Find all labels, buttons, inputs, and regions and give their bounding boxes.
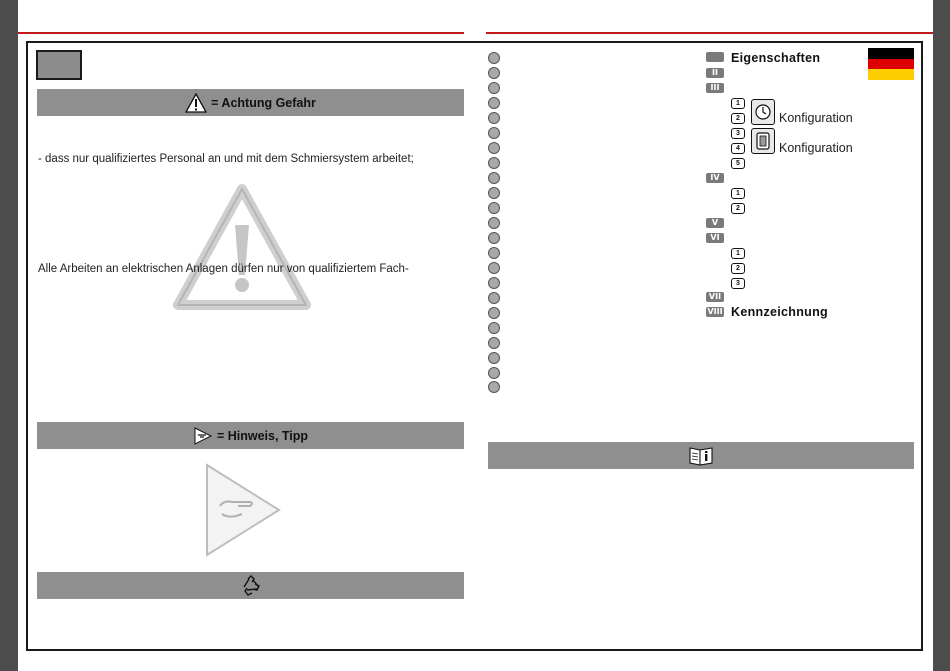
- left-header-rule: [18, 32, 464, 34]
- section-badge-4: IV: [706, 173, 724, 183]
- section-number-block: [36, 50, 82, 80]
- list-bullet: [488, 142, 500, 154]
- list-bullet: [488, 97, 500, 109]
- list-bullet: [488, 337, 500, 349]
- warning-triangle-icon: [185, 93, 207, 113]
- flag-stripe-gold: [868, 69, 914, 80]
- section-badge-2: II: [706, 68, 724, 78]
- heading-kennzeichnung: Kennzeichnung: [731, 305, 828, 319]
- list-bullet: [488, 381, 500, 393]
- list-bullet: [488, 292, 500, 304]
- warning-band: [37, 89, 464, 116]
- large-tip-triangle-icon: [204, 462, 282, 558]
- list-bullet: [488, 202, 500, 214]
- list-bullet: [488, 112, 500, 124]
- list-bullet: [488, 217, 500, 229]
- sub-badge-5: 5: [731, 158, 745, 169]
- list-bullet: [488, 307, 500, 319]
- timer-config-icon: [751, 99, 775, 125]
- safety-text-line-1: - dass nur qualifiziertes Personal an und mit dem Schmiersystem arbeitet;: [38, 153, 414, 165]
- page-frame: [26, 41, 923, 651]
- flag-stripe-red: [868, 59, 914, 70]
- heading-eigenschaften: Eigenschaften: [731, 51, 821, 65]
- safety-text-line-2: Alle Arbeiten an elektrischen Anlagen dürfen nur von qualifiziertem Fach-: [38, 263, 409, 275]
- tip-band-label: = Hinweis, Tipp: [216, 428, 309, 443]
- section-badge-3: III: [706, 83, 724, 93]
- list-bullet: [488, 262, 500, 274]
- pump-config-icon: [751, 128, 775, 154]
- left-page-edge: [0, 0, 18, 671]
- german-flag: [868, 48, 914, 80]
- konfiguration-label-2: Konfiguration: [779, 141, 853, 155]
- sub-badge-2: 2: [731, 113, 745, 124]
- list-bullet: [488, 52, 500, 64]
- pointing-hand-icon: [193, 427, 213, 445]
- flag-stripe-black: [868, 48, 914, 59]
- section-badge-7: VII: [706, 292, 724, 302]
- list-bullet: [488, 232, 500, 244]
- right-page-edge: [933, 0, 950, 671]
- warning-band-label: = Achtung Gefahr: [211, 95, 316, 110]
- sub-badge-3: 3: [731, 278, 745, 289]
- section-badge-1: [706, 52, 724, 62]
- list-bullet: [488, 157, 500, 169]
- section-badge-5: V: [706, 218, 724, 228]
- section-badge-8: VIII: [707, 307, 723, 316]
- book-info-icon: [688, 445, 714, 467]
- sub-badge-1: 1: [731, 98, 745, 109]
- sub-badge-1: 1: [731, 248, 745, 259]
- section-badge-6: VI: [706, 233, 724, 243]
- list-bullet: [488, 322, 500, 334]
- large-warning-triangle-icon: [172, 183, 312, 311]
- list-bullet: [488, 67, 500, 79]
- list-bullet: [488, 367, 500, 379]
- sub-badge-4: 4: [731, 143, 745, 154]
- list-bullet: [488, 82, 500, 94]
- list-bullet: [488, 352, 500, 364]
- right-header-rule: [486, 32, 933, 34]
- sub-badge-3: 3: [731, 128, 745, 139]
- konfiguration-label-1: Konfiguration: [779, 111, 853, 125]
- list-bullet: [488, 277, 500, 289]
- sub-badge-2: 2: [731, 263, 745, 274]
- recycle-icon: [239, 575, 263, 597]
- list-bullet: [488, 247, 500, 259]
- info-band: [488, 442, 914, 469]
- sub-badge-1: 1: [731, 188, 745, 199]
- list-bullet: [488, 172, 500, 184]
- list-bullet: [488, 127, 500, 139]
- sub-badge-2: 2: [731, 203, 745, 214]
- recycle-band: [37, 572, 464, 599]
- list-bullet: [488, 187, 500, 199]
- tip-band: [37, 422, 464, 449]
